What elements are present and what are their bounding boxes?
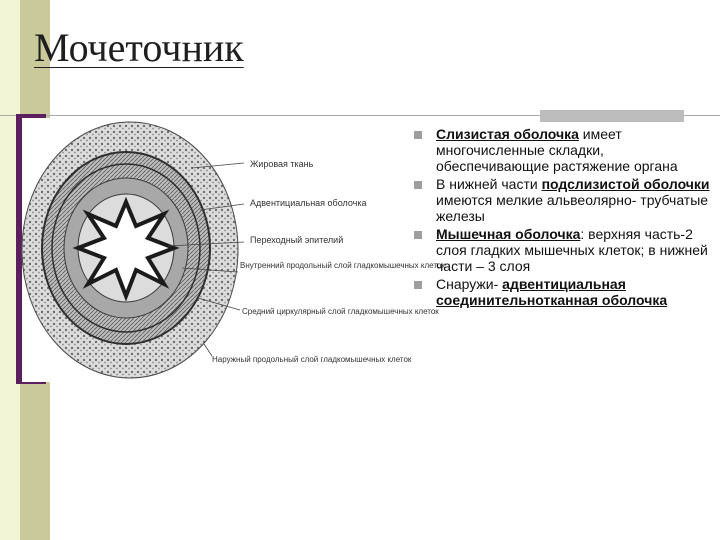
- bullet-text-emphasis: Мышечная оболочка: [436, 226, 581, 242]
- bullet-text: Снаружи-: [436, 276, 503, 292]
- bullet-item: [414, 176, 714, 224]
- figure-label: Адвентициальная оболочка: [250, 198, 367, 208]
- bullet-text-emphasis: подслизистой оболочки: [541, 176, 710, 192]
- square-bullet-icon: [414, 281, 422, 289]
- figure-label: Средний циркулярный слой гладкомышечных клеток: [242, 307, 439, 316]
- square-bullet-icon: [414, 231, 422, 239]
- bullet-item: [414, 226, 714, 274]
- figure-label: Внутренний продольный слой гладкомышечных клеток: [240, 261, 445, 270]
- bullet-text-emphasis: адвентициальная соединительнотканная оболочка: [436, 276, 668, 308]
- corner-decor-bar: [540, 110, 684, 122]
- bullet-text: В нижней части: [436, 176, 542, 192]
- bullet-text: имеет многочисленные складки, обеспечивающие растяжение органа: [436, 126, 678, 174]
- square-bullet-icon: [414, 131, 422, 139]
- bullet-text: имеются мелкие альвеолярно- трубчатые железы: [436, 192, 709, 224]
- figure-label: Наружный продольный слой гладкомышечных клеток: [212, 355, 412, 364]
- ureter-histology-figure: [22, 118, 445, 382]
- ureter-cross-section-drawing: [22, 118, 445, 382]
- figure-label: Переходный эпителий: [250, 235, 344, 245]
- bullet-text-emphasis: Слизистая оболочка: [436, 126, 579, 142]
- bullet-item: [414, 126, 714, 174]
- bullet-item: [414, 276, 714, 308]
- figure-label: Жировая ткань: [250, 159, 314, 169]
- slide-title: Мочеточник: [34, 25, 244, 70]
- bullet-list: [414, 126, 714, 310]
- bullet-text: : верхняя часть-2 слоя гладких мышечных клеток; в нижней части – 3 слоя: [436, 226, 708, 274]
- square-bullet-icon: [414, 181, 422, 189]
